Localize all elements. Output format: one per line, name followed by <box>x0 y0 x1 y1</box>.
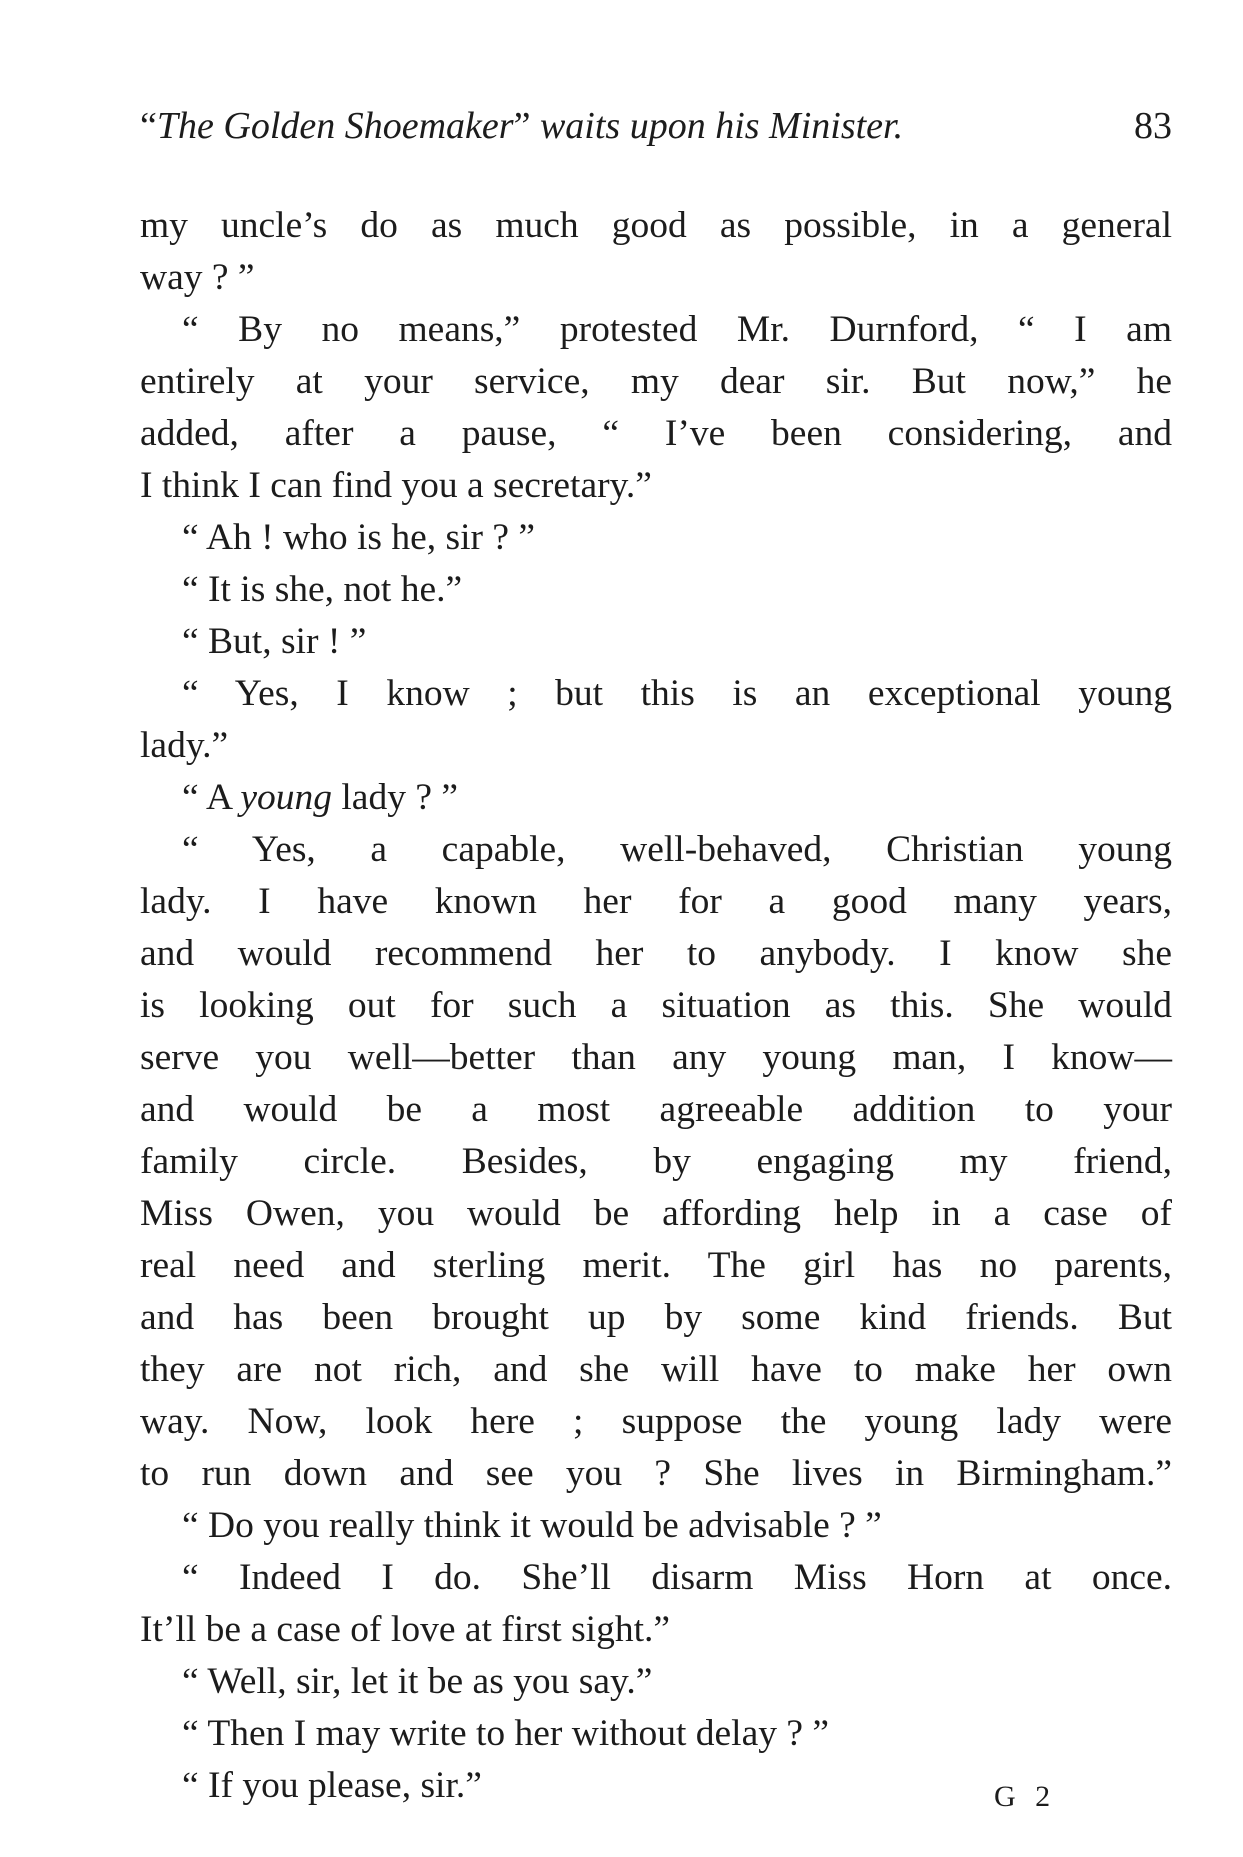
text-line: “ Indeed I do. She’ll disarm Miss Horn at once. <box>182 1557 1172 1598</box>
young-emphasis: young <box>240 777 332 818</box>
text-line: “ Then I may write to her without delay ? ” <box>182 1713 830 1754</box>
text-line: entirely at your service, my dear sir. But now,” he <box>140 361 1172 402</box>
body-text <box>140 200 1172 1812</box>
text-line: my uncle’s do as much good as possible, in a general <box>140 205 1172 246</box>
text-line: and would recommend her to anybody. I know she <box>140 933 1172 974</box>
title-open-quote: “ <box>140 105 157 147</box>
text-line: “ If you please, sir.” <box>182 1765 482 1806</box>
text-line: they are not rich, and she will have to make her own <box>140 1349 1172 1390</box>
text-line: “ Yes, a capable, well-behaved, Christian young <box>182 829 1172 870</box>
text-line: “ Ah ! who is he, sir ? ” <box>182 517 536 558</box>
text-line: “ But, sir ! ” <box>182 621 367 662</box>
text-line: way ? ” <box>140 257 255 298</box>
young-lady-open: “ A <box>182 777 241 818</box>
text-line: It’ll be a case of love at first sight.” <box>140 1609 671 1650</box>
text-line: lady.” <box>140 725 229 766</box>
text-line: is looking out for such a situation as this. She would <box>140 985 1172 1026</box>
title-book-name: The Golden Shoemaker <box>156 105 514 147</box>
signature-mark: G 2 <box>994 1780 1057 1813</box>
text-line: added, after a pause, “ I’ve been considering, and <box>140 413 1172 454</box>
text-line: I think I can find you a secretary.” <box>140 465 652 506</box>
title-close-quote: ” <box>513 105 531 147</box>
text-line: serve you well—better than any young man, I know— <box>140 1037 1172 1078</box>
text-line: family circle. Besides, by engaging my friend, <box>140 1141 1172 1182</box>
text-line: “ It is she, not he.” <box>182 569 463 610</box>
text-line: and would be a most agreeable addition to your <box>140 1089 1172 1130</box>
text-line: real need and sterling merit. The girl has no parents, <box>140 1245 1172 1286</box>
text-line: and has been brought up by some kind friends. But <box>140 1297 1172 1338</box>
text-line: way. Now, look here ; suppose the young lady were <box>140 1401 1172 1442</box>
text-line: “ Well, sir, let it be as you say.” <box>182 1661 653 1702</box>
text-line: lady. I have known her for a good many years, <box>140 881 1172 922</box>
title-chapter-phrase: waits upon his Minister. <box>539 105 904 147</box>
page-number: 83 <box>1134 105 1172 147</box>
text-line: to run down and see you ? She lives in Birmingham.” <box>140 1453 1172 1494</box>
running-title <box>140 96 903 156</box>
running-header <box>140 96 1172 156</box>
text-line: Miss Owen, you would be affording help in a case of <box>140 1193 1172 1234</box>
text-line: “ Yes, I know ; but this is an exceptional young <box>182 673 1172 714</box>
text-line: “ Do you really think it would be advisable ? ” <box>182 1505 882 1546</box>
text-line: “ By no means,” protested Mr. Durnford, “ I am <box>182 309 1172 350</box>
young-lady-rest: lady ? ” <box>332 777 458 818</box>
text-line-young-lady <box>140 772 1172 824</box>
